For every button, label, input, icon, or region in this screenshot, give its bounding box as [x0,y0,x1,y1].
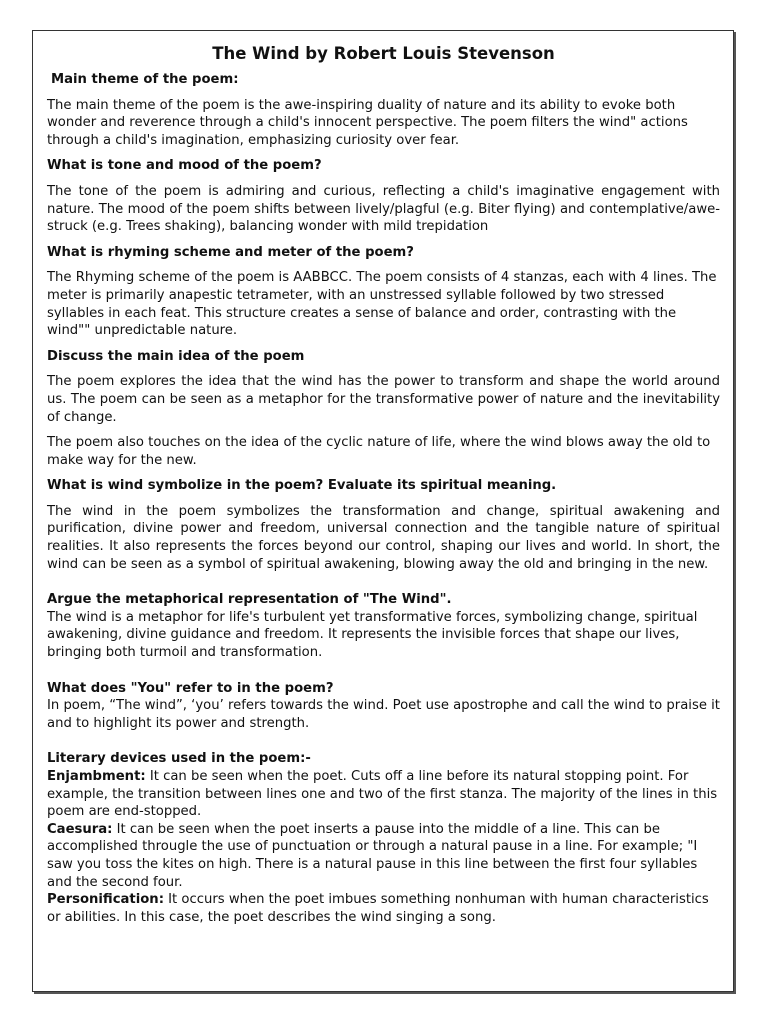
paragraph-you: In poem, “The wind”, ‘you’ refers towards the wind. Poet use apostrophe and call the wind to praise it and to highlight its power and strength. [47,698,720,731]
text-enjambment: It can be seen when the poet. Cuts off a line before its natural stopping point. For example, the transition between lines one and two of the first stanza. The majority of the lines in this poem are end-stopped. [47,769,718,820]
heading-main-idea: Discuss the main idea of the poem [47,348,305,364]
heading-symbolism: What is wind symbolize in the poem? Evaluate its spiritual meaning. [47,478,557,494]
paragraph-main-theme: The main theme of the poem is the awe-inspiring duality of nature and its ability to evoke both wonder and reverence through a child's innocent perspective. The poem filters the wind" actions through a child's imagination, emphasizing curiosity over fear. [47,97,688,148]
paragraph-enjambment [47,768,720,821]
text-personification: It occurs when the poet imbues something nonhuman with human characteristics or abilities. In this case, the poet describes the wind singing a song. [47,892,709,925]
paragraph-personification [47,891,720,926]
paragraph-metaphor: The wind is a metaphor for life's turbulent yet transformative forces, symbolizing change, spiritual awakening, divine guidance and freedom. It represents the invisible forces that shape our lives, bringing both turmoil and transformation. [47,609,698,661]
term-personification: Personification: [47,892,164,908]
term-enjambment: Enjambment: [47,769,146,784]
heading-you: What does "You" refer to in the poem? [47,680,334,696]
document-content [47,43,720,926]
paragraph-symbolism: The wind in the poem symbolizes the transformation and change, spiritual awakening and purification, divine power and freedom, universal connection and the tangible nature of spiritual realities. It also represents the forces beyond our control, shaping our lives and world. In short, the wind can be seen as a symbol of spiritual awakening, blowing away the old and bringing in the new. [47,503,720,572]
paragraph-caesura [47,821,720,891]
heading-literary-devices: Literary devices used in the poem:- [47,751,311,767]
paragraph-main-idea-1: The poem explores the idea that the wind has the power to transform and shape the world around us. The poem can be seen as a metaphor for the transformative power of nature and the inevitability of change. [47,374,720,425]
term-caesura: Caesura: [47,821,113,837]
paragraph-tone-mood: The tone of the poem is admiring and curious, reflecting a child's imaginative engagement with nature. The mood of the poem shifts between lively/plagful (e.g. Biter flying) and contemplative/awe-struck (e.g. Trees shaking), balancing wonder with mild trepidation [47,183,720,235]
heading-tone-mood: What is tone and mood of the poem? [47,158,322,174]
text-caesura: It can be seen when the poet inserts a pause into the middle of a line. This can be accomplished througle the use of punctuation or through a natural pause in a line. For example; "I saw you toss the kites on high. There is a natural pause in this line between the first four syllables and the second four. [47,821,698,890]
heading-metaphor: Argue the metaphorical representation of "The Wind". [47,592,452,608]
document-page [32,30,734,992]
paragraph-rhyme-meter: The Rhyming scheme of the poem is AABBCC. The poem consists of 4 stanzas, each with 4 lines. The meter is primarily anapestic tetrameter, with an unstressed syllable followed by two stressed syllables in each feat. This structure creates a sense of balance and order, contrasting with the wind"" unpredictable nature. [47,270,717,339]
document-title: The Wind by Robert Louis Stevenson [212,44,555,63]
paragraph-main-idea-2: The poem also touches on the idea of the cyclic nature of life, where the wind blows away the old to make way for the new. [47,435,711,468]
heading-rhyme-meter: What is rhyming scheme and meter of the poem? [47,244,414,260]
heading-main-theme: Main theme of the poem: [51,72,239,87]
